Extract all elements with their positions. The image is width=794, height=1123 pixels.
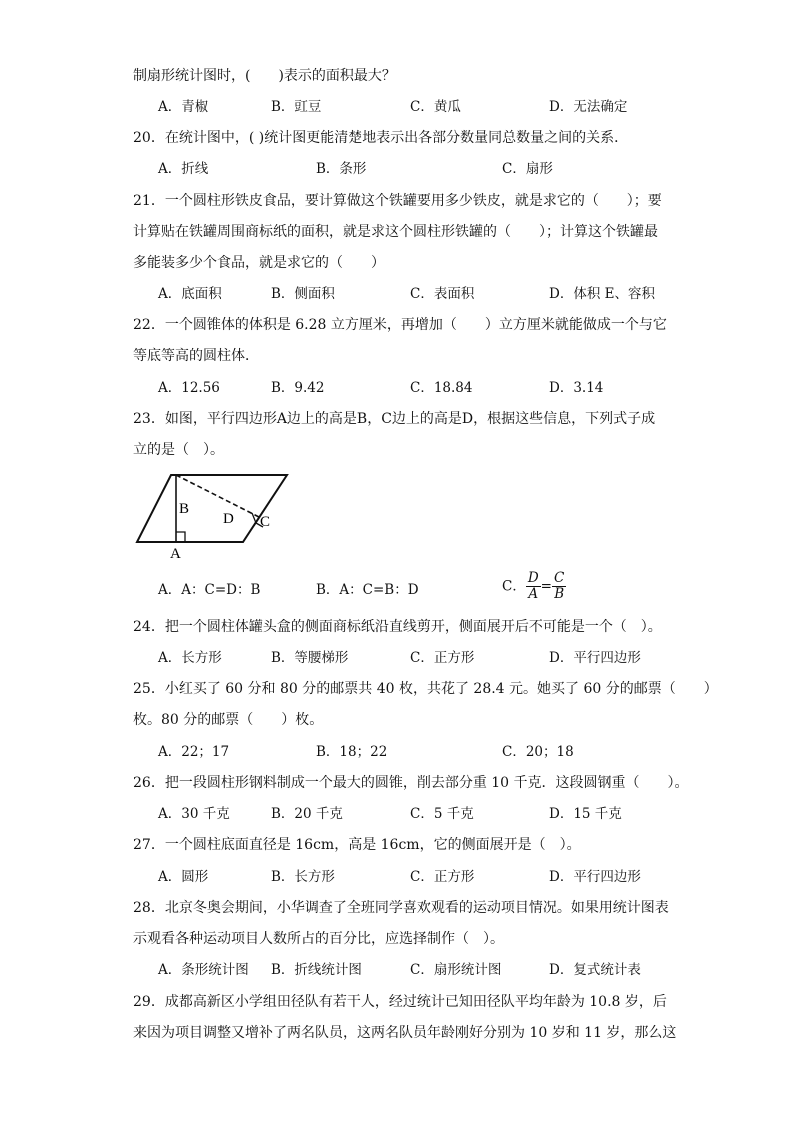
q22-text-line2: 等底等高的圆柱体．	[133, 348, 259, 364]
q28-option-c: C．扇形统计图	[410, 962, 502, 978]
q26-option-b: B．20 千克	[271, 806, 343, 822]
q25-text-line1: 25．小红买了 60 分和 80 分的邮票共 40 枚，共花了 28.4 元。她买了 60 分的邮票（ ）	[133, 681, 718, 697]
label-d: D	[223, 511, 234, 527]
q26-option-c: C．5 千克	[410, 806, 474, 822]
q24-text: 24．把一个圆柱体罐头盒的侧面商标纸沿直线剪开，侧面展开后不可能是一个（ ）。	[133, 619, 662, 635]
q24-option-a: A．长方形	[158, 650, 222, 666]
parallelogram-figure	[133, 470, 293, 562]
q23-option-c: C． $\frac{D}{A}$ = $\frac{C}{B}$	[502, 570, 565, 602]
q27-option-c: C．正方形	[410, 869, 475, 885]
q19-option-b: B．豇豆	[271, 99, 322, 115]
q27-option-a: A．圆形	[158, 869, 209, 885]
q22-option-c: C．18.84	[410, 380, 473, 396]
q25-text-line2: 枚。80 分的邮票（ ）枚。	[133, 712, 324, 728]
q21-option-c: C．表面积	[410, 286, 475, 302]
q19-option-d: D．无法确定	[549, 99, 628, 115]
label-b: B	[179, 501, 190, 517]
q20-option-c: C．扇形	[502, 161, 553, 177]
q21-option-d: D．体积 E、容积	[549, 286, 655, 302]
q21-text-line3: 多能装多少个食品，就是求它的（ ）	[133, 255, 385, 271]
q26-option-d: D．15 千克	[549, 806, 622, 822]
q19-option-a: A．青椒	[158, 99, 209, 115]
q28-option-b: B．折线统计图	[271, 962, 362, 978]
q28-option-a: A．条形统计图	[158, 962, 249, 978]
q23-option-c-fraction-right: $\frac{C}{B}$	[553, 570, 565, 602]
q19-option-c: C．黄瓜	[410, 99, 461, 115]
q21-option-a: A．底面积	[158, 286, 222, 302]
q21-text-line2: 计算贴在铁罐周围商标纸的面积，就是求这个圆柱形铁罐的（ ）；计算这个铁罐最	[133, 224, 658, 240]
q25-option-b: B．18；22	[316, 744, 388, 760]
q27-option-d: D．平行四边形	[549, 869, 641, 885]
label-c: C	[260, 514, 271, 530]
q19-text: 制扇形统计图时，( )表示的面积最大？	[133, 68, 396, 84]
q21-option-b: B．侧面积	[271, 286, 335, 302]
q23-option-c-fraction-left: $\frac{D}{A}$	[527, 570, 539, 602]
q22-option-d: D．3.14	[549, 380, 604, 396]
q23-option-a: A．A：C=D：B	[158, 582, 261, 598]
q27-option-b: B．长方形	[271, 869, 335, 885]
q25-option-c: C．20；18	[502, 744, 574, 760]
q28-text-line2: 示观看各种运动项目人数所占的百分比，应选择制作（ ）。	[133, 931, 504, 947]
q28-option-d: D．复式统计表	[549, 962, 641, 978]
q24-option-b: B．等腰梯形	[271, 650, 349, 666]
q23-text-line1: 23．如图，平行四边形A边上的高是B，C边上的高是D，根据这些信息，下列式子成	[133, 411, 656, 427]
q29-text-line2: 来因为项目调整又增补了两名队员，这两名队员年龄刚好分别为 10 岁和 11 岁，那么这	[133, 1025, 677, 1041]
right-angle-mark-a	[176, 532, 185, 542]
q20-text: 20．在统计图中，( )统计图更能清楚地表示出各部分数量同总数量之间的关系．	[133, 130, 629, 146]
q23-text-line2: 立的是（ ）。	[133, 442, 224, 458]
q28-text-line1: 28．北京冬奥会期间，小华调查了全班同学喜欢观看的运动项目情况。如果用统计图表	[133, 900, 669, 916]
q24-option-d: D．平行四边形	[549, 650, 641, 666]
q20-option-b: B．条形	[316, 161, 367, 177]
q29-text-line1: 29．成都高新区小学组田径队有若干人，经过统计已知田径队平均年龄为 10.8 岁，后	[133, 994, 667, 1010]
q22-option-a: A．12.56	[158, 380, 220, 396]
q23-option-b: B．A：C=B：D	[316, 582, 419, 598]
q21-text-line1: 21．一个圆柱形铁皮食品，要计算做这个铁罐要用多少铁皮，就是求它的（ ）；要	[133, 193, 662, 209]
parallelogram-shape	[137, 475, 287, 542]
label-a: A	[170, 546, 181, 562]
q20-option-a: A．折线	[158, 161, 209, 177]
q23-option-c-prefix: C．	[502, 578, 526, 595]
q26-text: 26．把一段圆柱形钢料制成一个最大的圆锥，削去部分重 10 千克．这段圆钢重（ ）。	[133, 775, 689, 791]
q25-option-a: A．22；17	[158, 744, 230, 760]
q27-text: 27．一个圆柱底面直径是 16cm，高是 16cm，它的侧面展开是（ ）。	[133, 837, 581, 853]
q22-text-line1: 22．一个圆锥体的体积是 6.28 立方厘米，再增加（ ）立方厘米就能做成一个与它	[133, 317, 667, 333]
q26-option-a: A．30 千克	[158, 806, 230, 822]
q24-option-c: C．正方形	[410, 650, 475, 666]
q22-option-b: B．9.42	[271, 380, 325, 396]
